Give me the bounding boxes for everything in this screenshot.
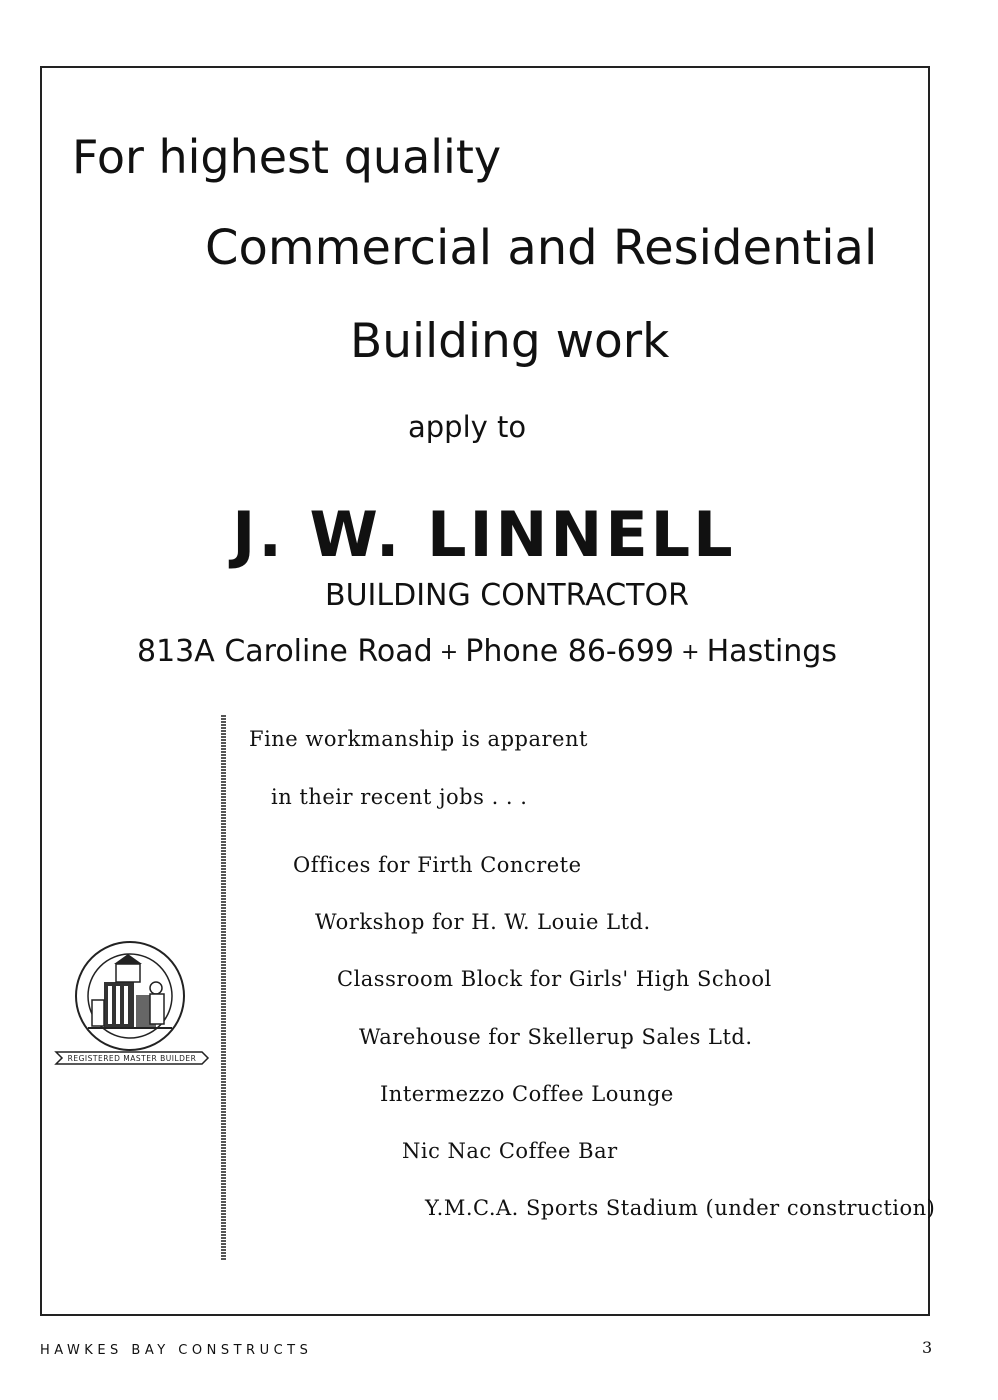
page-number: 3 [922,1338,933,1357]
jobs-intro-line-1: Fine workmanship is apparent [249,727,588,751]
headline-line-3: Building work [350,314,670,369]
job-item: Classroom Block for Girls' High School [337,967,772,991]
street-address: 813A Caroline Road [137,634,433,669]
job-item: Offices for Firth Concrete [293,853,582,877]
master-builder-badge-icon [52,940,212,1075]
job-item: Nic Nac Coffee Bar [402,1139,618,1163]
apply-to-text: apply to [408,410,527,444]
separator-1: + [439,640,459,665]
company-role: BUILDING CONTRACTOR [325,578,689,613]
headline-line-1: For highest quality [72,130,502,184]
job-item: Intermezzo Coffee Lounge [380,1082,674,1106]
town: Hastings [706,634,837,669]
job-item: Y.M.C.A. Sports Stadium (under construction) [425,1196,936,1220]
contact-line [137,634,837,669]
job-item: Warehouse for Skellerup Sales Ltd. [359,1025,753,1049]
vertical-divider [221,715,226,1260]
separator-2: + [681,640,700,665]
publication-name: HAWKES BAY CONSTRUCTS [40,1343,313,1358]
headline-line-2: Commercial and Residential [205,220,878,276]
badge-ribbon-text: REGISTERED MASTER BUILDER [67,1054,197,1063]
phone-number: Phone 86-699 [465,634,674,669]
company-name: J. W. LINNELL [232,498,736,571]
job-item: Workshop for H. W. Louie Ltd. [315,910,651,934]
jobs-intro-line-2: in their recent jobs . . . [271,785,528,809]
